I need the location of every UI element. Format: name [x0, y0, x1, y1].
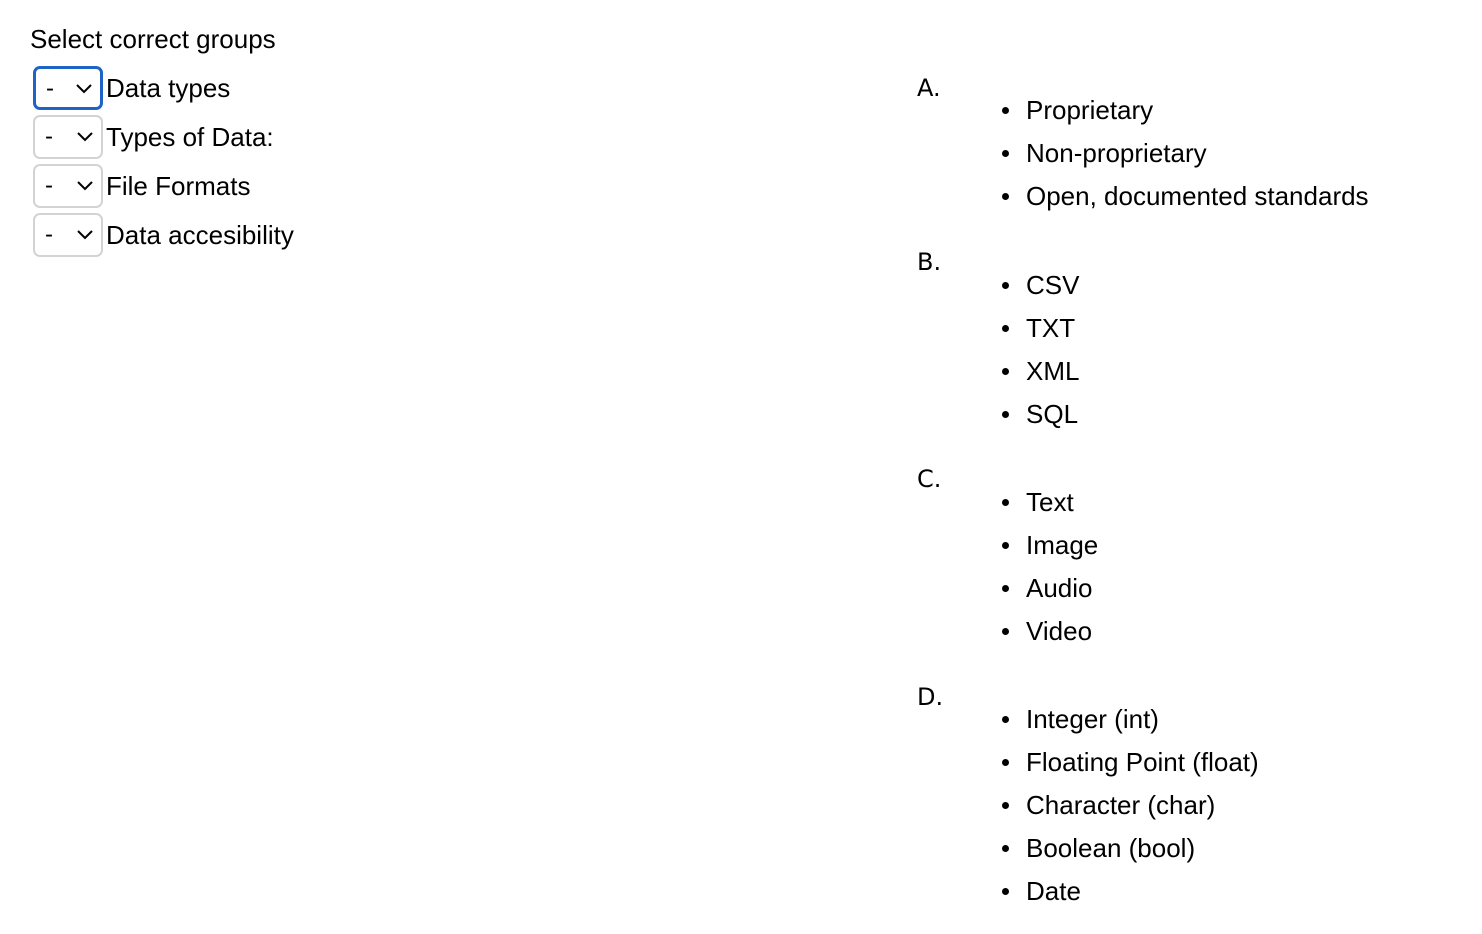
item-text: TXT	[1026, 313, 1076, 343]
row-label: Types of Data:	[106, 122, 274, 152]
item-text: SQL	[1026, 399, 1079, 429]
bullet-icon	[1002, 107, 1009, 114]
bullet-icon	[1002, 802, 1009, 809]
group-select-types-of-data[interactable]	[33, 115, 103, 159]
list-item	[1002, 747, 1259, 777]
group-letter: B.	[917, 248, 942, 276]
bullet-icon	[1002, 325, 1009, 332]
item-text: Video	[1026, 616, 1093, 646]
group-select-file-formats[interactable]	[33, 164, 103, 208]
group-letter: A.	[917, 74, 941, 102]
item-text: Non-proprietary	[1026, 138, 1207, 168]
group-select-data-types[interactable]	[33, 66, 103, 110]
item-text: Proprietary	[1026, 95, 1154, 125]
list-item	[1002, 530, 1098, 560]
item-text: Audio	[1026, 573, 1093, 603]
list-item	[1002, 616, 1092, 646]
match-row-data-types	[33, 66, 230, 110]
list-item	[1002, 181, 1369, 211]
bullet-icon	[1002, 845, 1009, 852]
list-item	[1002, 356, 1079, 386]
select-value: -	[46, 75, 54, 102]
match-row-file-formats	[33, 164, 250, 208]
item-text: Character (char)	[1026, 790, 1216, 820]
match-row-types-of-data	[33, 115, 274, 159]
item-text: Text	[1026, 487, 1074, 517]
bullet-icon	[1002, 282, 1009, 289]
bullet-icon	[1002, 888, 1009, 895]
bullet-icon	[1002, 716, 1009, 723]
list-item	[1002, 487, 1074, 517]
list-item	[1002, 270, 1079, 300]
item-text: Integer (int)	[1026, 704, 1159, 734]
bullet-icon	[1002, 499, 1009, 506]
item-text: Boolean (bool)	[1026, 833, 1196, 863]
list-item	[1002, 95, 1153, 125]
list-item	[1002, 876, 1081, 906]
bullet-icon	[1002, 150, 1009, 157]
item-text: Open, documented standards	[1026, 181, 1369, 211]
bullet-icon	[1002, 193, 1009, 200]
row-label: Data accesibility	[106, 220, 294, 250]
chevron-down-icon	[76, 131, 94, 143]
group-letter: D.	[917, 683, 944, 711]
row-label: Data types	[106, 73, 231, 103]
chevron-down-icon	[76, 180, 94, 192]
select-value: -	[45, 172, 53, 199]
select-value: -	[45, 123, 53, 150]
list-item	[1002, 313, 1075, 343]
list-item	[1002, 138, 1207, 168]
select-value: -	[45, 221, 53, 248]
chevron-down-icon	[76, 229, 94, 241]
group-select-data-accesibility[interactable]	[33, 213, 103, 257]
item-text: Image	[1026, 530, 1099, 560]
group-letter: C.	[917, 465, 942, 493]
match-row-data-accesibility	[33, 213, 294, 257]
list-item	[1002, 790, 1215, 820]
list-item	[1002, 573, 1093, 603]
item-text: CSV	[1026, 270, 1080, 300]
item-text: Date	[1026, 876, 1081, 906]
instruction-text: Select correct groups	[30, 24, 276, 54]
bullet-icon	[1002, 585, 1009, 592]
bullet-icon	[1002, 542, 1009, 549]
bullet-icon	[1002, 628, 1009, 635]
row-label: File Formats	[106, 171, 251, 201]
bullet-icon	[1002, 759, 1009, 766]
item-text: Floating Point (float)	[1026, 747, 1259, 777]
item-text: XML	[1026, 356, 1080, 386]
list-item	[1002, 704, 1159, 734]
chevron-down-icon	[75, 83, 93, 95]
list-item	[1002, 399, 1078, 429]
bullet-icon	[1002, 411, 1009, 418]
bullet-icon	[1002, 368, 1009, 375]
list-item	[1002, 833, 1195, 863]
